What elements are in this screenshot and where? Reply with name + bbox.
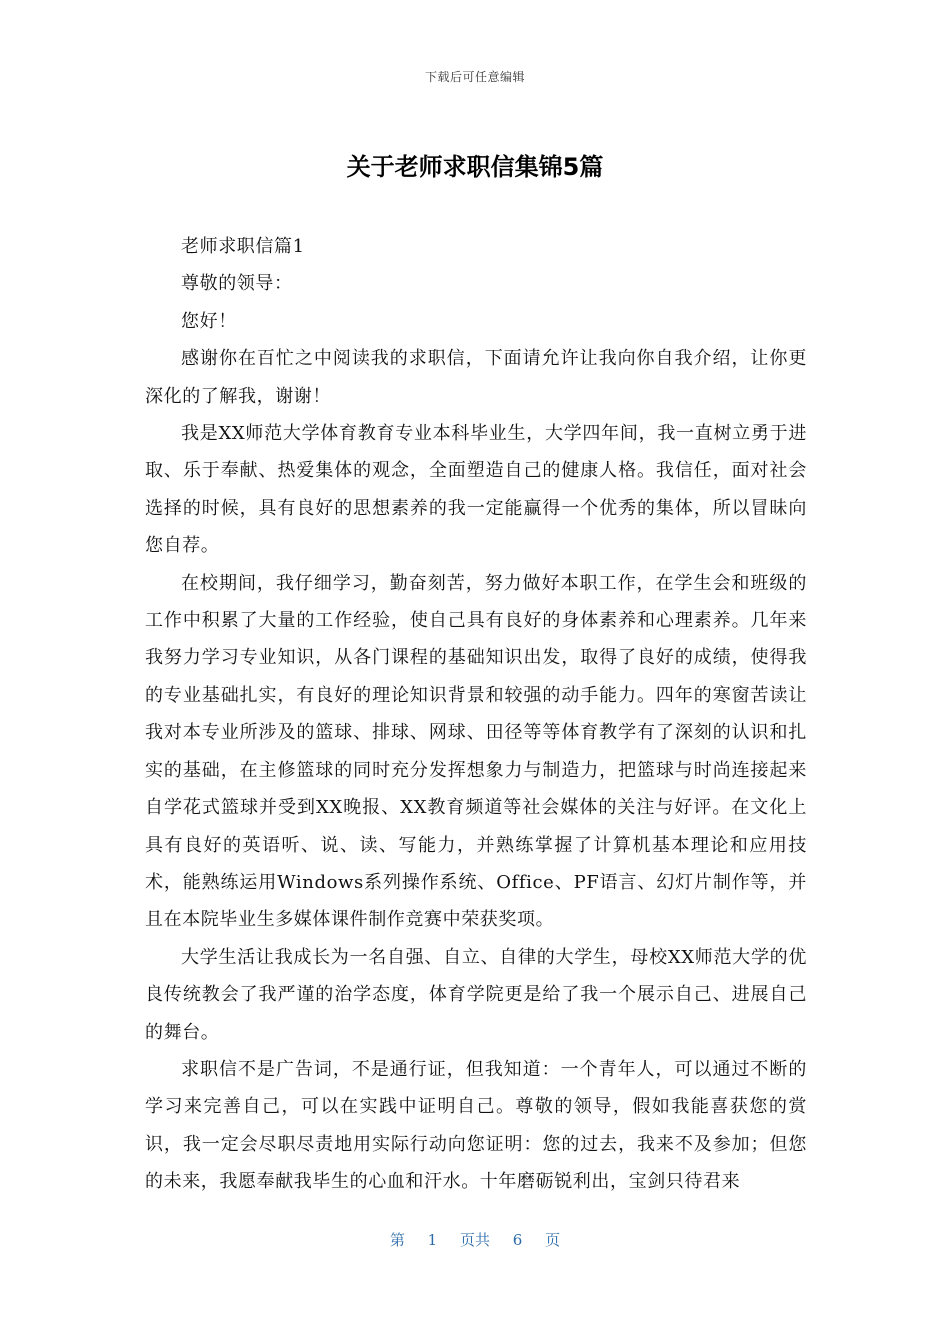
- paragraph: 感谢你在百忙之中阅读我的求职信，下面请允许让我向你自我介绍，让你更深化的了解我，谢谢！: [145, 348, 807, 407]
- footer-current-page: 1: [427, 1231, 438, 1249]
- paragraph: 您好！: [181, 310, 237, 332]
- header-note: 下载后可任意编辑: [424, 70, 525, 84]
- paragraph: 在校期间，我仔细学习，勤奋刻苦，努力做好本职工作，在学生会和班级的工作中积累了大量的工作经验，使自己具有良好的身体素养和心理素养。几年来我努力学习专业知识，从各门课程的基础知识出发，取得了良好的成绩，使得我的专业基础扎实，有良好的理论知识背景和较强的动手能力。四年的寒窗苦读让我对本专业所涉及的篮球、排球、网球、田径等等体育教学有了深刻的认识和扎实的基础，在主修篮球的同时充分发挥想象力与制造力，把篮球与时尚连接起来自学花式篮球并受到XX晚报、XX教育频道等社会媒体的关注与好评。在文化上具有良好的英语听、说、读、写能力，并熟练掌握了计算机基本理论和应用技术，能熟练运用Windows系列操作系统、Office、PF语言、幻灯片制作等，并且在本院毕业生多媒体课件制作竞赛中荣获奖项。: [145, 572, 807, 931]
- paragraph: 大学生活让我成长为一名自强、自立、自律的大学生，母校XX师范大学的优良传统教会了我严谨的治学态度，体育学院更是给了我一个展示自己、进展自己的舞台。: [145, 946, 807, 1043]
- footer-prefix: 第: [389, 1231, 405, 1249]
- footer-suffix: 页: [545, 1231, 561, 1249]
- paragraph: 尊敬的领导：: [181, 273, 293, 295]
- paragraph: 求职信不是广告词，不是通行证，但我知道：一个青年人，可以通过不断的学习来完善自己，可以在实践中证明自己。尊敬的领导，假如我能喜获您的赏识，我一定会尽职尽责地用实际行动向您证明：您的过去，我来不及参加；但您的未来，我愿奉献我毕生的心血和汗水。十年磨砺锐利出，宝剑只待君来: [145, 1058, 807, 1193]
- paragraph: 我是XX师范大学体育教育专业本科毕业生，大学四年间，我一直树立勇于进取、乐于奉献、热爱集体的观念，全面塑造自己的健康人格。我信任，面对社会选择的时候，具有良好的思想素养的我一定能赢得一个优秀的集体，所以冒昧向您自荐。: [145, 423, 807, 557]
- footer-total-pages: 6: [512, 1231, 523, 1249]
- footer-middle: 页共: [459, 1231, 490, 1249]
- document-title: 关于老师求职信集锦5篇: [346, 153, 604, 181]
- document-body: [145, 228, 807, 1201]
- paragraph: 老师求职信篇1: [181, 236, 305, 257]
- page-footer: [0, 1229, 950, 1250]
